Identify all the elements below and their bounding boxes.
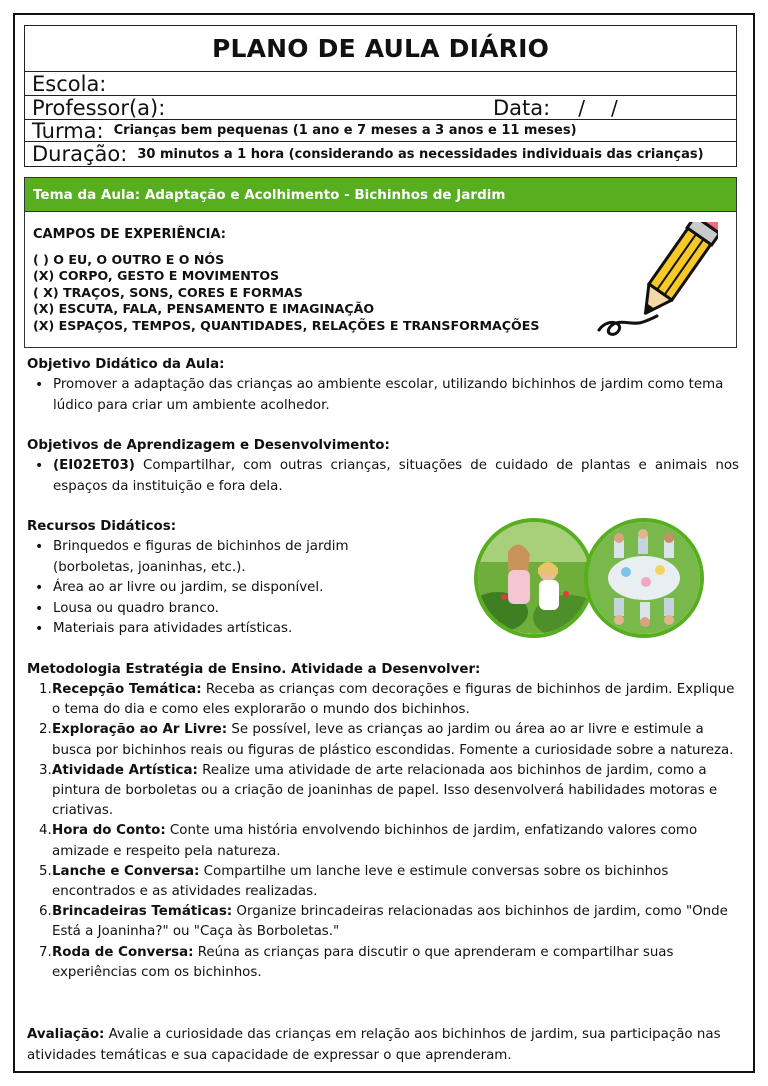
data-label: Data: [493,95,551,120]
header-table [24,25,737,167]
date-separator-2: / [610,95,618,120]
metodologia-title: Metodologia Estratégia de Ensino. Atividade a Desenvolver: [27,662,481,677]
list-item: • Promover a adaptação das crianças ao ambiente escolar, utilizando bichinhos de jardim como tema lúdico para criar um ambiente acolhedor. [27,375,739,416]
metodologia-list [27,680,735,983]
step-number: 5. [39,863,52,879]
avaliacao-title: Avaliação: [27,1027,105,1042]
step-number: 1. [39,682,52,697]
campos-list [33,252,539,334]
avaliacao-text: Avalie a curiosidade das crianças em relação aos bichinhos de jardim, sua participação nas atividades temáticas e sua capacidade de expressar o que aprenderam. [27,1027,721,1063]
turma-row [25,120,736,142]
list-item [27,720,735,760]
campos-item: (X) CORPO, GESTO E MOVIMENTOS [33,268,280,284]
step-number: 6. [39,904,52,920]
campos-item: ( ) O EU, O OUTRO E O NÓS [33,252,225,267]
step-text: Compartilhe um lanche leve e estimule conversas sobre os bichinhos encontrados e as atividades realizadas. [52,863,669,900]
step-text: Organize brincadeiras relacionadas aos bichinhos de jardim, como "Onde Está a Joaninha?" ou "Caça às Borboletas." [52,904,728,940]
escola-label: Escola: [32,71,107,96]
step-title: Exploração ao Ar Livre: [52,722,228,738]
recursos-section [27,517,377,640]
campos-item: (X) ESCUTA, FALA, PENSAMENTO E IMAGINAÇÃO [33,301,375,317]
theme-bar: Tema da Aula: Adaptação e Acolhimento - Bichinhos de Jardim [24,177,737,211]
list-item [27,456,739,497]
photos [474,518,740,640]
step-text: Receba as crianças com decorações e figuras de bichinhos de jardim. Explique o tema do dia e como eles explorarão o mundo dos bichinhos. [52,682,735,718]
aprendizagem-list [27,456,739,497]
duracao-row [25,142,736,166]
step-number: 3. [39,762,52,778]
data-field [493,96,618,119]
campos-item: ( X) TRAÇOS, SONS, CORES E FORMAS [33,284,303,300]
objetivo-list [27,375,739,416]
objetivo-title: Objetivo Didático da Aula: [27,357,225,372]
step-title: Hora do Conto: [52,823,166,839]
step-title: Brincadeiras Temáticas: [52,904,233,920]
page-title: PLANO DE AULA DIÁRIO [25,26,736,72]
list-item [27,902,735,942]
aprendizagem-section [27,436,739,497]
aprendizagem-title: Objetivos de Aprendizagem e Desenvolvimento: [27,438,390,453]
photo-children-lying [584,518,704,638]
list-item [27,680,735,720]
date-separator-1: / [578,95,585,120]
turma-value: Crianças bem pequenas (1 ano e 7 meses a 3 anos e 11 meses) [113,123,577,138]
aprendizagem-text: Compartilhar, com outras crianças, situações de cuidado de plantas e animais nos espaços da instituição e fora dela. [53,458,740,494]
avaliacao-section [27,1025,739,1066]
campos-title: CAMPOS DE EXPERIÊNCIA: [33,227,227,242]
recursos-list [27,537,377,640]
campos-box [24,211,737,348]
step-number: 7. [39,944,52,960]
pencil-icon [593,222,718,340]
step-number: 4. [39,823,52,839]
step-title: Recepção Temática: [52,682,202,697]
step-title: Lanche e Conversa: [52,863,200,879]
campos-item: (X) ESPAÇOS, TEMPOS, QUANTIDADES, RELAÇÕES E TRANSFORMAÇÕES [33,317,540,333]
list-item [27,943,735,983]
metodologia-section [27,660,735,983]
list-item: • Brinquedos e figuras de bichinhos de jardim (borboletas, joaninhas, etc.). [27,537,377,578]
step-title: Roda de Conversa: [52,944,194,960]
list-item: • Área ao ar livre ou jardim, se disponível. [27,578,377,599]
list-item: • Materiais para atividades artísticas. [27,619,377,640]
duracao-value: 30 minutos a 1 hora (considerando as necessidades individuais das crianças) [137,146,704,162]
list-item [27,862,735,902]
duracao-label: Duração: [32,142,128,166]
list-item [27,821,735,861]
bncc-code: (EI02ET03) [53,458,135,473]
list-item: • Lousa ou quadro branco. [27,599,377,620]
step-text: Reúna as crianças para discutir o que aprenderam e compartilhar suas experiências com os bichinhos. [52,944,674,980]
recursos-title: Recursos Didáticos: [27,519,177,534]
list-item [27,761,735,822]
professor-label: Professor(a): [32,95,166,120]
step-text: Se possível, leve as crianças ao jardim ou área ao ar livre e estimule a busca por bichinhos reais ou figuras de plástico escondidas. Fomente a curiosidade sobre a natureza. [52,722,734,758]
step-number: 2. [39,722,52,738]
step-text: Conte uma história envolvendo bichinhos de jardim, enfatizando valores como amizade e respeito pela natureza. [52,823,698,859]
photo-children-garden [474,518,594,638]
objetivo-section [27,355,739,416]
turma-label: Turma: [32,118,104,143]
step-title: Atividade Artística: [52,762,198,778]
professor-row [25,96,736,120]
escola-row [25,72,736,96]
step-text: Realize uma atividade de arte relacionada aos bichinhos de jardim, como a pintura de borboletas ou a criação de joaninhas de papel. Isso desenvolverá habilidades motoras e criativas. [52,762,718,819]
